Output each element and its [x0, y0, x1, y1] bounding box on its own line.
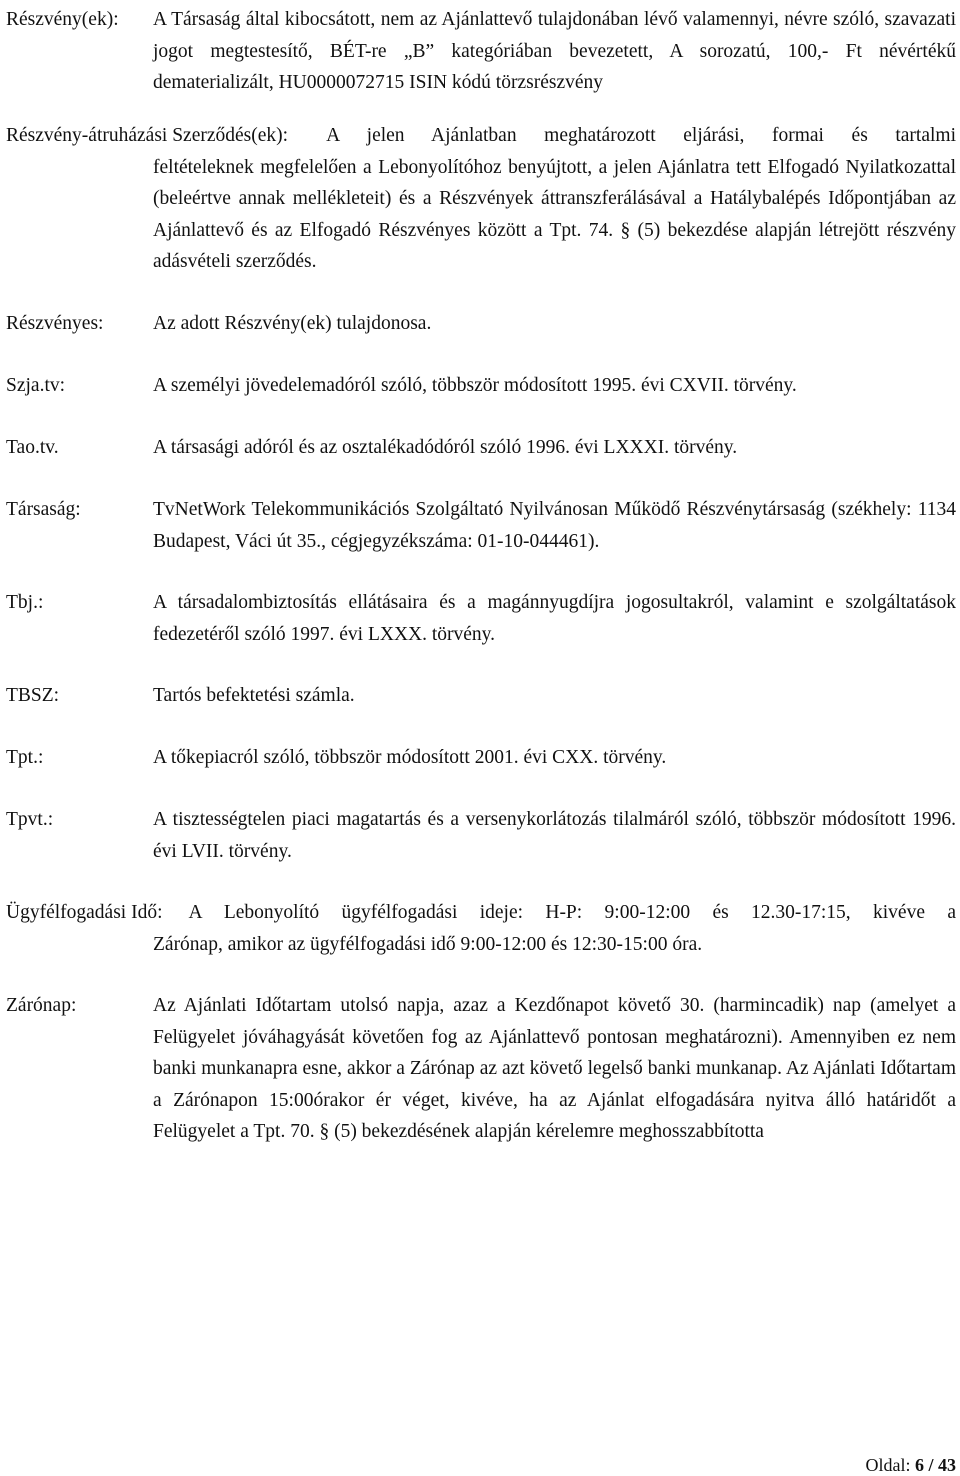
definition-term: Társaság: [6, 499, 81, 520]
definition-ugyfelfogadasi-ido [6, 897, 956, 960]
definition-reszveny [6, 4, 956, 99]
definition-zaronap [6, 990, 956, 1148]
page-label: Oldal: [865, 1455, 911, 1475]
definition-text: TvNetWork Telekommunikációs Szolgáltató Nyilvánosan Működő Részvénytársaság (székhely: 1134 Budapest, Váci út 35., cégjegyzékszáma: 01-10-044461). [153, 499, 956, 552]
definition-term: Tpvt.: [6, 809, 54, 830]
definition-term: Részvény(ek): [6, 9, 119, 30]
definition-reszvenyes [6, 308, 956, 340]
definition-text: A társasági adóról és az osztalékadódóról szóló 1996. évi LXXXI. törvény. [153, 437, 738, 458]
definition-text-first-line: A jelen Ajánlatban meghatározott eljárási, formai és tartalmi [326, 125, 956, 146]
definition-term: Ügyfélfogadási Idő: [6, 902, 163, 923]
definition-text: A Társaság által kibocsátott, nem az Ajánlattevő tulajdonában lévő valamennyi, névre szóló, szavazati jogot megtestesítő, BÉT-re „B” kategóriában bevezetett, A sorozatú, 100,- Ft névértékű dematerializált, HU0000072715 ISIN kódú törzsrészvény [153, 9, 956, 93]
definition-text: feltételeknek megfelelően a Lebonyolítóhoz benyújtott, a jelen Ajánlatra tett Elfogadó Nyilatkozattal (beleértve annak mellékleteit) és a Részvények áttranszferálásával a Hatálybalépés Időpontjában az Ajánlattevő és az Elfogadó Részvényes között a Tpt. 74. § (5) bekezdése alapján létrejött részvény adásvételi szerződés. [153, 156, 956, 272]
definition-tarsasag [6, 494, 956, 557]
definition-term: Zárónap: [6, 995, 77, 1016]
definition-term: Szja.tv: [6, 375, 66, 396]
definition-term: Tbj.: [6, 592, 44, 613]
definition-text: Zárónap, amikor az ügyfélfogadási idő 9:00-12:00 és 12:30-15:00 óra. [153, 933, 703, 955]
definition-text: Tartós befektetési számla. [153, 685, 355, 706]
definition-term: Tpt.: [6, 747, 44, 768]
definition-tao-tv [6, 432, 956, 464]
definition-text: A tisztességtelen piaci magatartás és a versenykorlátozás tilalmáról szóló, többször módosított 1996. évi LVII. törvény. [153, 809, 956, 862]
definition-term: Tao.tv. [6, 437, 59, 458]
definition-tbsz [6, 680, 956, 712]
definition-tpvt [6, 804, 956, 867]
definition-text: A tőkepiacról szóló, többször módosított 2001. évi CXX. törvény. [153, 747, 667, 768]
definition-term: TBSZ: [6, 685, 60, 706]
definition-reszveny-atruhazasi-szerzodes [6, 120, 956, 278]
definition-text-first-line: A Lebonyolító ügyfélfogadási ideje: H-P: 9:00-12:00 és 12.30-17:15, kivéve a [188, 902, 956, 923]
definition-term: Részvény-átruházási Szerződés(ek): [6, 125, 289, 146]
definition-tpt [6, 742, 956, 774]
definition-text: A társadalombiztosítás ellátásaira és a magánnyugdíjra jogosultakról, valamint e szolgáltatások fedezetéről szóló 1997. évi LXXX. törvény. [153, 592, 956, 645]
definition-text: Az adott Részvény(ek) tulajdonosa. [153, 313, 432, 334]
page-footer [865, 1455, 956, 1476]
definition-term: Részvényes: [6, 313, 104, 334]
definition-tbj [6, 587, 956, 650]
definition-text: Az Ajánlati Időtartam utolsó napja, azaz a Kezdőnapot követő 30. (harmincadik) nap (amelyet a Felügyelet jóváhagyását követően fog az Ajánlattevő pontosan meghatározni). Amennyiben ez nem banki munkanapra esne, akkor a Zárónap az azt követő legelső banki munkanap. Az Ajánlati Időtartam a Zárónapon 15:00órakor ér véget, kivéve, ha az Ajánlat elfogadására nyitva álló határidőt a Felügyelet a Tpt. 70. § (5) bekezdésének alapján kérelemre meghosszabbította [153, 995, 956, 1142]
definition-text: A személyi jövedelemadóról szóló, többször módosított 1995. évi CXVII. törvény. [153, 375, 797, 396]
page-number: 6 / 43 [914, 1455, 956, 1475]
definition-szja [6, 370, 956, 402]
